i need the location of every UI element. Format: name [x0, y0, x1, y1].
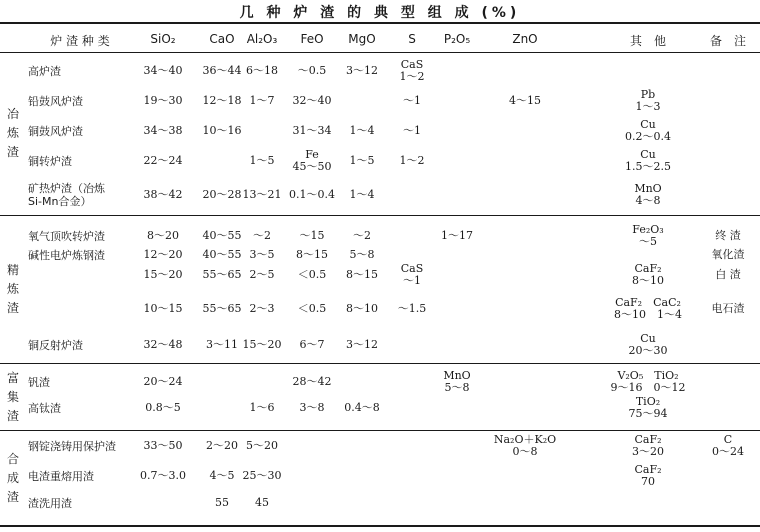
cell-sio2: 0.7～3.0: [140, 469, 186, 482]
slag-name: 高炉渣: [28, 64, 61, 78]
slag-name: 钒渣: [28, 375, 50, 389]
cell-feo: 32～40: [292, 94, 332, 107]
cell-other: Cu 20～30: [628, 332, 668, 357]
cell-cao: 40～55: [202, 248, 242, 261]
slag-name: 铜反射炉渣: [28, 338, 83, 352]
group-divider: [0, 215, 760, 216]
header-al2o3: Al₂O₃: [246, 32, 278, 46]
cell-other: Fe₂O₃ ～5: [632, 223, 664, 248]
group-label: 富集渣: [6, 370, 19, 423]
cell-sio2: 22～24: [143, 154, 183, 167]
cell-note: 电石渣: [711, 302, 745, 315]
cell-mgo: 1～5: [349, 154, 375, 167]
cell-mgo: 1～4: [349, 124, 375, 137]
cell-feo: Fe 45～50: [292, 148, 332, 173]
cell-cao: 2～20: [206, 439, 238, 452]
slag-name: 铜鼓风炉渣: [28, 124, 83, 138]
group-label: 冶炼渣: [6, 107, 19, 159]
header-mgo: MgO: [348, 32, 376, 46]
table-title: 几 种 炉 渣 的 典 型 组 成 (%): [239, 5, 521, 21]
cell-al2o3: 13～21: [242, 188, 282, 201]
cell-mgo: 8～10: [346, 302, 378, 315]
cell-al2o3: 15～20: [242, 338, 282, 351]
cell-zno: Na₂O＋K₂O 0～8: [493, 433, 557, 458]
cell-sio2: 20～24: [143, 375, 183, 388]
cell-feo: ～15: [299, 229, 325, 242]
cell-al2o3: 45: [255, 496, 269, 509]
cell-feo: 8～15: [296, 248, 328, 261]
group-divider: [0, 430, 760, 431]
cell-sio2: 15～20: [143, 268, 183, 281]
cell-sio2: 12～20: [143, 248, 183, 261]
cell-sio2: 0.8～5: [145, 401, 181, 414]
cell-sio2: 33～50: [143, 439, 183, 452]
cell-mgo: 3～12: [346, 338, 378, 351]
cell-p2o5: MnO 5～8: [443, 369, 471, 394]
cell-other: Pb 1～3: [635, 88, 661, 113]
cell-mgo: 1～4: [349, 188, 375, 201]
cell-note: C 0～24: [712, 433, 744, 458]
cell-s: 1～2: [399, 154, 425, 167]
group-label: 精炼渣: [6, 262, 19, 315]
cell-feo: ＜0.5: [297, 268, 327, 281]
cell-cao: 4～5: [209, 469, 235, 482]
header-top-rule: [0, 22, 760, 24]
cell-other: CaF₂ CaC₂ 8～10 1～4: [614, 296, 682, 321]
table-bottom-rule: [0, 525, 760, 527]
cell-other: CaF₂ 70: [634, 463, 662, 488]
slag-name: 钢锭浇铸用保护渣: [28, 439, 116, 453]
cell-al2o3: 1～6: [249, 401, 275, 414]
cell-cao: 40～55: [202, 229, 242, 242]
cell-sio2: 34～40: [143, 64, 183, 77]
cell-s: ～1: [403, 94, 421, 107]
cell-al2o3: 2～5: [249, 268, 275, 281]
cell-feo: ～0.5: [297, 64, 327, 77]
cell-sio2: 38～42: [143, 188, 183, 201]
cell-note: 白 渣: [715, 268, 741, 281]
header-note: 备 注: [709, 34, 747, 48]
cell-al2o3: 3～5: [249, 248, 275, 261]
cell-sio2: 19～30: [143, 94, 183, 107]
header-other: 其 他: [629, 34, 667, 48]
header-cao: CaO: [209, 32, 235, 46]
group-divider: [0, 363, 760, 364]
cell-mgo: 3～12: [346, 64, 378, 77]
cell-al2o3: ～2: [253, 229, 271, 242]
cell-sio2: 8～20: [147, 229, 179, 242]
cell-mgo: 5～8: [349, 248, 375, 261]
cell-feo: ＜0.5: [297, 302, 327, 315]
header-p2o5: P₂O₅: [443, 32, 471, 46]
cell-p2o5: 1～17: [441, 229, 473, 242]
cell-cao: 10～16: [202, 124, 242, 137]
cell-mgo: 8～15: [346, 268, 378, 281]
header-slag-type: 炉 渣 种 类: [50, 34, 110, 48]
cell-other: Cu 1.5～2.5: [625, 148, 671, 173]
cell-other: CaF₂ 3～20: [632, 433, 664, 458]
header-sio2: SiO₂: [150, 32, 176, 46]
cell-s: ～1.5: [397, 302, 427, 315]
cell-feo: 28～42: [292, 375, 332, 388]
cell-sio2: 10～15: [143, 302, 183, 315]
slag-name: 电渣重熔用渣: [28, 469, 94, 483]
cell-cao: 12～18: [202, 94, 242, 107]
cell-feo: 3～8: [299, 401, 325, 414]
cell-al2o3: 5～20: [246, 439, 278, 452]
cell-note: 终 渣: [715, 229, 741, 242]
cell-al2o3: 2～3: [249, 302, 275, 315]
group-label: 合成渣: [6, 451, 19, 504]
header-bottom-rule: [0, 52, 760, 53]
cell-s: ～1: [403, 124, 421, 137]
cell-al2o3: 25～30: [242, 469, 282, 482]
cell-mgo: 0.4～8: [344, 401, 380, 414]
cell-cao: 36～44: [202, 64, 242, 77]
header-feo: FeO: [300, 32, 324, 46]
cell-cao: 20～28: [202, 188, 242, 201]
cell-mgo: ～2: [353, 229, 371, 242]
cell-cao: 3～11: [206, 338, 238, 351]
cell-cao: 55～65: [202, 268, 242, 281]
cell-feo: 6～7: [299, 338, 325, 351]
cell-note: 氧化渣: [711, 248, 745, 261]
cell-s: CaS 1～2: [399, 58, 425, 83]
cell-sio2: 32～48: [143, 338, 183, 351]
cell-sio2: 34～38: [143, 124, 183, 137]
slag-name: 渣洗用渣: [28, 496, 72, 510]
cell-other: Cu 0.2～0.4: [625, 118, 671, 143]
header-zno: ZnO: [512, 32, 538, 46]
cell-al2o3: 1～7: [249, 94, 275, 107]
cell-al2o3: 6～18: [246, 64, 278, 77]
cell-cao: 55～65: [202, 302, 242, 315]
slag-name: 碱性电炉炼钢渣: [28, 248, 105, 262]
slag-name: 铅鼓风炉渣: [28, 94, 83, 108]
slag-name: 铜转炉渣: [28, 154, 72, 168]
slag-name: 矿热炉渣（冶炼 Si-Mn合金）: [28, 182, 105, 208]
slag-name: 氧气顶吹转炉渣: [28, 229, 105, 243]
cell-other: MnO 4～8: [634, 182, 662, 207]
cell-other: TiO₂ 75～94: [628, 395, 668, 420]
header-s: S: [408, 32, 416, 46]
slag-name: 高钛渣: [28, 401, 61, 415]
cell-feo: 0.1～0.4: [289, 188, 335, 201]
cell-zno: 4～15: [509, 94, 541, 107]
cell-feo: 31～34: [292, 124, 332, 137]
cell-s: CaS ～1: [400, 262, 424, 287]
cell-cao: 55: [215, 496, 229, 509]
cell-al2o3: 1～5: [249, 154, 275, 167]
cell-other: V₂O₅ TiO₂ 9～16 0～12: [610, 369, 686, 394]
cell-other: CaF₂ 8～10: [632, 262, 664, 287]
